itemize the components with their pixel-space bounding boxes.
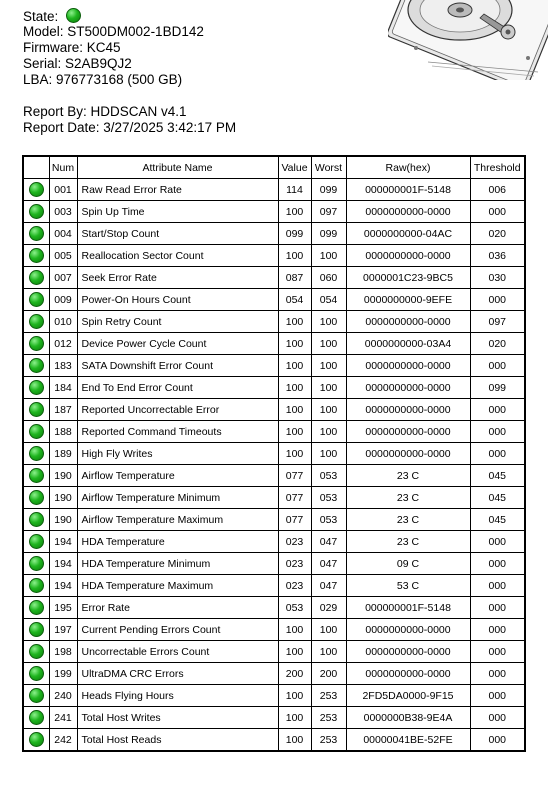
row-value: 053 — [278, 597, 311, 619]
row-value: 100 — [278, 685, 311, 707]
row-worst: 100 — [311, 399, 346, 421]
row-raw-hex: 0000000000-03A4 — [346, 333, 470, 355]
row-num: 183 — [49, 355, 77, 377]
row-value: 077 — [278, 465, 311, 487]
row-value: 200 — [278, 663, 311, 685]
row-attribute-name: Error Rate — [77, 597, 278, 619]
row-status-cell — [23, 355, 49, 377]
table-row — [23, 729, 525, 752]
row-attribute-name: Device Power Cycle Count — [77, 333, 278, 355]
row-worst: 100 — [311, 333, 346, 355]
row-status-cell — [23, 421, 49, 443]
row-status-cell — [23, 531, 49, 553]
row-num: 189 — [49, 443, 77, 465]
row-worst: 100 — [311, 443, 346, 465]
row-threshold: 000 — [470, 355, 525, 377]
row-threshold: 000 — [470, 619, 525, 641]
row-num: 184 — [49, 377, 77, 399]
status-ok-icon — [29, 622, 44, 637]
row-threshold: 045 — [470, 487, 525, 509]
table-row — [23, 443, 525, 465]
row-raw-hex: 000000001F-5148 — [346, 179, 470, 201]
row-status-cell — [23, 223, 49, 245]
row-raw-hex: 09 C — [346, 553, 470, 575]
table-row — [23, 487, 525, 509]
row-attribute-name: High Fly Writes — [77, 443, 278, 465]
row-attribute-name: SATA Downshift Error Count — [77, 355, 278, 377]
row-num: 194 — [49, 553, 77, 575]
row-attribute-name: UltraDMA CRC Errors — [77, 663, 278, 685]
row-threshold: 000 — [470, 399, 525, 421]
row-worst: 047 — [311, 575, 346, 597]
drive-info-block — [23, 8, 236, 136]
status-ok-icon — [29, 446, 44, 461]
row-value: 023 — [278, 553, 311, 575]
row-value: 099 — [278, 223, 311, 245]
row-raw-hex: 000000001F-5148 — [346, 597, 470, 619]
row-num: 007 — [49, 267, 77, 289]
row-status-cell — [23, 289, 49, 311]
row-worst: 100 — [311, 311, 346, 333]
row-threshold: 006 — [470, 179, 525, 201]
state-ok-icon — [66, 8, 81, 23]
row-worst: 100 — [311, 377, 346, 399]
row-num: 190 — [49, 465, 77, 487]
status-ok-icon — [29, 182, 44, 197]
row-worst: 099 — [311, 179, 346, 201]
row-threshold: 045 — [470, 465, 525, 487]
row-worst: 253 — [311, 707, 346, 729]
status-ok-icon — [29, 666, 44, 681]
smart-attributes-table-container — [22, 155, 524, 752]
row-status-cell — [23, 245, 49, 267]
row-num: 012 — [49, 333, 77, 355]
status-ok-icon — [29, 248, 44, 263]
row-value: 023 — [278, 575, 311, 597]
row-num: 241 — [49, 707, 77, 729]
row-threshold: 000 — [470, 663, 525, 685]
row-num: 009 — [49, 289, 77, 311]
row-threshold: 000 — [470, 421, 525, 443]
header-status — [23, 156, 49, 179]
firmware-line: Firmware: KC45 — [23, 40, 121, 55]
row-attribute-name: Reported Command Timeouts — [77, 421, 278, 443]
row-value: 100 — [278, 619, 311, 641]
status-ok-icon — [29, 600, 44, 615]
row-raw-hex: 0000000000-0000 — [346, 201, 470, 223]
row-status-cell — [23, 619, 49, 641]
row-value: 100 — [278, 641, 311, 663]
row-attribute-name: Spin Retry Count — [77, 311, 278, 333]
row-status-cell — [23, 509, 49, 531]
row-threshold: 036 — [470, 245, 525, 267]
row-num: 198 — [49, 641, 77, 663]
row-worst: 100 — [311, 421, 346, 443]
row-num: 242 — [49, 729, 77, 752]
report-by-line: Report By: HDDSCAN v4.1 — [23, 104, 187, 119]
serial-line: Serial: S2AB9QJ2 — [23, 56, 132, 71]
row-worst: 029 — [311, 597, 346, 619]
row-attribute-name: Raw Read Error Rate — [77, 179, 278, 201]
row-raw-hex: 0000000000-0000 — [346, 311, 470, 333]
row-worst: 100 — [311, 619, 346, 641]
state-label: State: — [23, 9, 59, 24]
row-threshold: 045 — [470, 509, 525, 531]
row-value: 100 — [278, 333, 311, 355]
row-status-cell — [23, 729, 49, 752]
row-raw-hex: 0000000000-0000 — [346, 355, 470, 377]
row-num: 003 — [49, 201, 77, 223]
row-num: 005 — [49, 245, 77, 267]
row-raw-hex: 0000000000-0000 — [346, 245, 470, 267]
row-raw-hex: 23 C — [346, 487, 470, 509]
row-raw-hex: 0000000000-0000 — [346, 663, 470, 685]
row-raw-hex: 23 C — [346, 509, 470, 531]
status-ok-icon — [29, 204, 44, 219]
row-threshold: 000 — [470, 201, 525, 223]
row-value: 077 — [278, 487, 311, 509]
row-value: 100 — [278, 355, 311, 377]
row-num: 004 — [49, 223, 77, 245]
row-attribute-name: Current Pending Errors Count — [77, 619, 278, 641]
row-attribute-name: Airflow Temperature — [77, 465, 278, 487]
header-num: Num — [49, 156, 77, 179]
row-attribute-name: Total Host Writes — [77, 707, 278, 729]
row-raw-hex: 0000001C23-9BC5 — [346, 267, 470, 289]
status-ok-icon — [29, 380, 44, 395]
row-attribute-name: HDA Temperature Minimum — [77, 553, 278, 575]
row-threshold: 099 — [470, 377, 525, 399]
table-row — [23, 685, 525, 707]
row-worst: 253 — [311, 729, 346, 752]
status-ok-icon — [29, 292, 44, 307]
hard-drive-illustration-icon — [388, 0, 548, 80]
status-ok-icon — [29, 556, 44, 571]
table-row — [23, 245, 525, 267]
table-row — [23, 641, 525, 663]
row-threshold: 000 — [470, 641, 525, 663]
row-raw-hex: 0000000B38-9E4A — [346, 707, 470, 729]
row-worst: 054 — [311, 289, 346, 311]
status-ok-icon — [29, 710, 44, 725]
row-worst: 100 — [311, 245, 346, 267]
row-attribute-name: Total Host Reads — [77, 729, 278, 752]
row-num: 190 — [49, 509, 77, 531]
row-value: 100 — [278, 201, 311, 223]
row-threshold: 000 — [470, 575, 525, 597]
row-threshold: 000 — [470, 289, 525, 311]
table-row — [23, 399, 525, 421]
row-attribute-name: Reallocation Sector Count — [77, 245, 278, 267]
row-status-cell — [23, 267, 49, 289]
row-raw-hex: 23 C — [346, 531, 470, 553]
row-worst: 053 — [311, 487, 346, 509]
status-ok-icon — [29, 490, 44, 505]
row-attribute-name: Uncorrectable Errors Count — [77, 641, 278, 663]
row-status-cell — [23, 685, 49, 707]
row-value: 100 — [278, 421, 311, 443]
row-worst: 053 — [311, 465, 346, 487]
header-value: Value — [278, 156, 311, 179]
row-threshold: 000 — [470, 685, 525, 707]
row-threshold: 000 — [470, 553, 525, 575]
row-worst: 099 — [311, 223, 346, 245]
table-header-row — [23, 156, 525, 179]
row-threshold: 000 — [470, 707, 525, 729]
row-value: 114 — [278, 179, 311, 201]
status-ok-icon — [29, 534, 44, 549]
row-raw-hex: 0000000000-0000 — [346, 399, 470, 421]
row-num: 195 — [49, 597, 77, 619]
table-row — [23, 465, 525, 487]
row-raw-hex: 0000000000-9EFE — [346, 289, 470, 311]
status-ok-icon — [29, 226, 44, 241]
table-row — [23, 179, 525, 201]
row-attribute-name: Reported Uncorrectable Error — [77, 399, 278, 421]
row-attribute-name: Start/Stop Count — [77, 223, 278, 245]
row-status-cell — [23, 311, 49, 333]
row-status-cell — [23, 597, 49, 619]
row-status-cell — [23, 399, 49, 421]
status-ok-icon — [29, 314, 44, 329]
table-row — [23, 553, 525, 575]
status-ok-icon — [29, 578, 44, 593]
row-value: 087 — [278, 267, 311, 289]
row-num: 197 — [49, 619, 77, 641]
row-value: 023 — [278, 531, 311, 553]
table-row — [23, 223, 525, 245]
row-value: 077 — [278, 509, 311, 531]
row-status-cell — [23, 333, 49, 355]
row-threshold: 030 — [470, 267, 525, 289]
table-row — [23, 377, 525, 399]
table-row — [23, 201, 525, 223]
row-value: 100 — [278, 729, 311, 752]
report-date-line: Report Date: 3/27/2025 3:42:17 PM — [23, 120, 237, 135]
model-line: Model: ST500DM002-1BD142 — [23, 24, 204, 39]
row-raw-hex: 0000000000-0000 — [346, 421, 470, 443]
header-threshold: Threshold — [470, 156, 525, 179]
state-line — [23, 8, 236, 24]
row-num: 190 — [49, 487, 77, 509]
row-attribute-name: Power-On Hours Count — [77, 289, 278, 311]
row-attribute-name: Spin Up Time — [77, 201, 278, 223]
table-row — [23, 289, 525, 311]
table-row — [23, 619, 525, 641]
row-raw-hex: 0000000000-0000 — [346, 443, 470, 465]
row-worst: 097 — [311, 201, 346, 223]
row-attribute-name: HDA Temperature Maximum — [77, 575, 278, 597]
row-value: 100 — [278, 311, 311, 333]
table-row — [23, 311, 525, 333]
row-worst: 053 — [311, 509, 346, 531]
table-row — [23, 531, 525, 553]
row-threshold: 097 — [470, 311, 525, 333]
row-value: 054 — [278, 289, 311, 311]
row-raw-hex: 00000041BE-52FE — [346, 729, 470, 752]
row-raw-hex: 0000000000-04AC — [346, 223, 470, 245]
status-ok-icon — [29, 336, 44, 351]
row-raw-hex: 53 C — [346, 575, 470, 597]
status-ok-icon — [29, 424, 44, 439]
header-attribute-name: Attribute Name — [77, 156, 278, 179]
row-worst: 047 — [311, 553, 346, 575]
row-value: 100 — [278, 377, 311, 399]
row-attribute-name: Airflow Temperature Maximum — [77, 509, 278, 531]
status-ok-icon — [29, 468, 44, 483]
status-ok-icon — [29, 512, 44, 527]
header-raw-hex: Raw(hex) — [346, 156, 470, 179]
table-row — [23, 509, 525, 531]
table-row — [23, 333, 525, 355]
row-status-cell — [23, 553, 49, 575]
row-attribute-name: Heads Flying Hours — [77, 685, 278, 707]
row-status-cell — [23, 201, 49, 223]
row-worst: 060 — [311, 267, 346, 289]
smart-attributes-table — [22, 155, 526, 752]
row-value: 100 — [278, 399, 311, 421]
row-threshold: 020 — [470, 333, 525, 355]
row-attribute-name: HDA Temperature — [77, 531, 278, 553]
row-num: 001 — [49, 179, 77, 201]
row-status-cell — [23, 575, 49, 597]
row-num: 240 — [49, 685, 77, 707]
row-threshold: 000 — [470, 729, 525, 752]
row-status-cell — [23, 465, 49, 487]
table-row — [23, 355, 525, 377]
row-raw-hex: 0000000000-0000 — [346, 377, 470, 399]
row-threshold: 020 — [470, 223, 525, 245]
row-raw-hex: 0000000000-0000 — [346, 641, 470, 663]
status-ok-icon — [29, 732, 44, 747]
row-num: 194 — [49, 531, 77, 553]
row-threshold: 000 — [470, 443, 525, 465]
row-value: 100 — [278, 707, 311, 729]
row-value: 100 — [278, 443, 311, 465]
row-status-cell — [23, 707, 49, 729]
table-row — [23, 663, 525, 685]
lba-line: LBA: 976773168 (500 GB) — [23, 72, 183, 87]
row-num: 187 — [49, 399, 77, 421]
row-threshold: 000 — [470, 531, 525, 553]
row-status-cell — [23, 443, 49, 465]
row-worst: 100 — [311, 355, 346, 377]
table-row — [23, 575, 525, 597]
row-raw-hex: 0000000000-0000 — [346, 619, 470, 641]
status-ok-icon — [29, 644, 44, 659]
row-num: 188 — [49, 421, 77, 443]
row-attribute-name: Seek Error Rate — [77, 267, 278, 289]
row-status-cell — [23, 487, 49, 509]
row-worst: 100 — [311, 641, 346, 663]
header-worst: Worst — [311, 156, 346, 179]
row-value: 100 — [278, 245, 311, 267]
row-worst: 200 — [311, 663, 346, 685]
status-ok-icon — [29, 358, 44, 373]
row-num: 199 — [49, 663, 77, 685]
table-row — [23, 267, 525, 289]
row-status-cell — [23, 377, 49, 399]
row-worst: 253 — [311, 685, 346, 707]
row-status-cell — [23, 641, 49, 663]
row-raw-hex: 2FD5DA0000-9F15 — [346, 685, 470, 707]
status-ok-icon — [29, 270, 44, 285]
row-worst: 047 — [311, 531, 346, 553]
row-raw-hex: 23 C — [346, 465, 470, 487]
table-row — [23, 707, 525, 729]
row-num: 010 — [49, 311, 77, 333]
row-threshold: 000 — [470, 597, 525, 619]
table-row — [23, 421, 525, 443]
status-ok-icon — [29, 402, 44, 417]
row-attribute-name: End To End Error Count — [77, 377, 278, 399]
row-status-cell — [23, 663, 49, 685]
status-ok-icon — [29, 688, 44, 703]
table-row — [23, 597, 525, 619]
row-status-cell — [23, 179, 49, 201]
row-attribute-name: Airflow Temperature Minimum — [77, 487, 278, 509]
row-num: 194 — [49, 575, 77, 597]
